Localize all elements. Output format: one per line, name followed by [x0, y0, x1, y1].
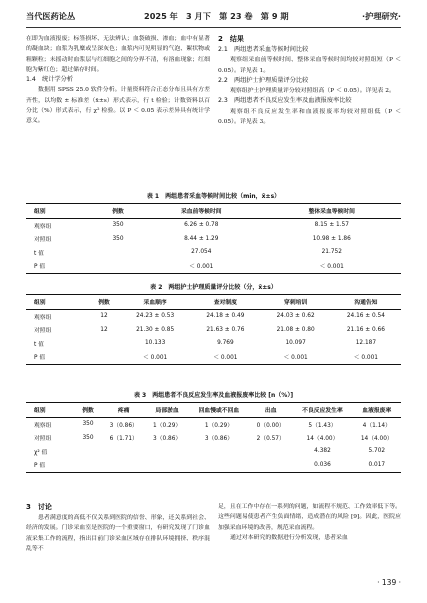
table-3-header-cell: 血液报废率 [353, 403, 401, 418]
table-cell: 5.702 [368, 448, 386, 455]
page-number: · 139 · [377, 578, 401, 587]
table-cell: 27.054 [191, 249, 212, 256]
table-cell: ＜ 0.001 [120, 350, 190, 364]
table-cell: 9.769 [217, 340, 234, 347]
table-cell [88, 350, 120, 364]
right-column-bottom [218, 502, 401, 543]
table-cell: 对照组 [34, 328, 52, 335]
table-row [26, 458, 401, 472]
section-2-3-heading: 2.3 两组患者不良反应发生率及血液报废率比较 [218, 97, 352, 105]
table-row [26, 431, 401, 445]
table-1 [26, 203, 401, 274]
table-cell [249, 458, 292, 472]
table-cell: 4（1.14） [362, 422, 391, 429]
table-row [26, 309, 401, 323]
table-cell [249, 445, 292, 459]
section-2-1-heading: 2.1 两组患者采血等候时间比较 [218, 46, 309, 53]
table-cell: 10.133 [144, 340, 166, 347]
table-cell [102, 458, 145, 472]
table-cell: 观察组 [34, 314, 52, 321]
table-cell [145, 458, 188, 472]
table-row [26, 218, 401, 232]
table-cell: χ² 值 [34, 449, 48, 456]
table-cell [74, 458, 102, 472]
table-cell: ＜ 0.001 [331, 350, 401, 364]
table-cell: 21.08 ± 0.80 [276, 326, 315, 333]
table-2-header-cell: 例数 [88, 295, 120, 310]
table-cell: 1（0.29） [153, 422, 182, 429]
table-row [26, 445, 401, 459]
table-3-header-cell: 疼痛 [102, 403, 145, 418]
section-2-3-text: 观察组不良反应发生率和血液报废率均较对照组低（P ＜ 0.05）。详见表 3。 [218, 108, 401, 126]
blood-discard-criteria: 在即为血液报废；标签损坏、无法辨认；血袋破损、渗血；血中有显著的凝血块；血浆为乳糜或呈深灰色；血浆内可见明显的气泡、絮状物或粗颗粒；未摇动时血浆层与红细胞之间的分界不清，有溶血现象；红细胞为紫红色；超过储存时间。 [26, 36, 210, 73]
table-cell: 对照组 [34, 436, 52, 443]
table-cell: 3（0.86） [153, 436, 182, 443]
table-cell: 0.017 [353, 458, 401, 472]
stats-heading: 1.4 统计学分析 [26, 76, 73, 84]
table-cell: 1（0.29） [204, 422, 234, 429]
table-row [26, 259, 401, 273]
results-heading: 2 结果 [218, 35, 244, 43]
table-1-header-cell: 整体采血等候时间 [263, 204, 401, 219]
table-cell: 350 [82, 421, 94, 428]
right-column-top [218, 34, 401, 127]
table-row [26, 417, 401, 431]
table-cell: 10.097 [285, 340, 306, 347]
table-2-header-cell: 穿刺培训 [261, 295, 331, 310]
table-3-header-cell: 回血慢或不回血 [189, 403, 249, 418]
table-cell [189, 458, 249, 472]
table-cell: 3（0.86） [109, 422, 138, 429]
table-cell [96, 246, 140, 260]
table-row [26, 350, 401, 364]
table-cell: t 值 [34, 341, 44, 348]
table-cell: 12 [100, 326, 108, 333]
table-cell [145, 445, 188, 459]
table-cell: t 值 [34, 250, 44, 257]
table-cell [189, 445, 249, 459]
table-cell: 350 [112, 235, 124, 242]
table-3 [26, 402, 401, 473]
table-cell: 24.18 ± 0.49 [206, 313, 245, 320]
running-header [26, 9, 401, 25]
discussion-paragraph-2: 通过对本研究的数据进行分析发现，患者采血 [230, 534, 348, 541]
table-cell: 0（0.00） [256, 422, 285, 429]
table-3-header-cell: 出血 [249, 403, 292, 418]
table-2 [26, 294, 401, 365]
table-cell: ＜ 0.001 [190, 350, 260, 364]
table-cell: 14（4.00） [306, 436, 339, 443]
table-cell: 350 [112, 222, 124, 229]
table-row [26, 246, 401, 260]
table-cell [102, 445, 145, 459]
table-cell: 21.16 ± 0.66 [346, 326, 385, 333]
table-cell: 12 [100, 313, 108, 320]
table-cell: P 值 [26, 458, 74, 472]
table-3-header-cell: 不良反应发生率 [292, 403, 352, 418]
table-cell: 350 [82, 434, 94, 441]
table-cell: 0.036 [292, 458, 352, 472]
table-cell: 观察组 [34, 223, 52, 230]
table-cell: 4.382 [314, 448, 331, 455]
table-cell: 21.752 [321, 249, 342, 256]
journal-name: 当代医药论丛 [26, 11, 76, 21]
table-cell: ＜ 0.001 [261, 350, 331, 364]
section-2-1-text: 观察组采血前等候时间、整体采血等候时间均较对照组短（P ＜ 0.05）。详见表 1。 [218, 57, 401, 74]
table-2-caption: 表 2 两组护士护理质量评分比较（分，x̄±s） [150, 284, 277, 291]
table-cell: 6.26 ± 0.78 [184, 222, 219, 229]
table-cell: 10.98 ± 1.86 [312, 235, 351, 242]
table-cell: 24.23 ± 0.53 [136, 313, 175, 320]
left-column-bottom [26, 502, 210, 554]
table-cell: 2（0.57） [256, 436, 285, 443]
table-cell: 21.63 ± 0.76 [206, 326, 245, 333]
table-2-header-cell: 采血顺序 [120, 295, 190, 310]
table-3-header-cell: 局部淤血 [145, 403, 188, 418]
table-1-caption: 表 1 两组患者采血等候时间比较（min，x̄±s） [146, 193, 281, 200]
table-3-caption: 表 3 两组患者不良反应发生率及血液报废率比较 [n（%）] [133, 392, 294, 399]
table-cell: 24.16 ± 0.54 [346, 313, 385, 320]
table-cell [74, 445, 102, 459]
section-2-2-text: 观察组护士护理质量评分较对照组高（P ＜ 0.05）。详见表 2。 [230, 88, 395, 95]
table-cell: 对照组 [34, 237, 52, 244]
table-cell: 21.30 ± 0.85 [136, 326, 175, 333]
table-cell [88, 337, 120, 351]
table-cell [96, 259, 140, 273]
table-1-header-cell: 组别 [26, 204, 96, 219]
table-cell: 24.03 ± 0.62 [276, 313, 315, 320]
table-3-header-cell: 组别 [26, 403, 74, 418]
table-cell: ＜ 0.001 [263, 259, 401, 273]
table-1-header-cell: 采血前等候时间 [140, 204, 263, 219]
table-cell: 观察组 [34, 422, 52, 429]
table-cell: 8.15 ± 1.57 [314, 222, 349, 229]
left-column-top [26, 34, 210, 127]
table-cell: 14（4.00） [360, 436, 393, 443]
discussion-continued: 足，且在工作中存在一系列的问题，如流程不规范、工作效率低下等。这些问题易使患者产生负面情绪，造成潜在的风险 [9]。因此，医院应加强采血环境的改善，规范采血流程。 [218, 504, 401, 531]
table-cell: 8.44 ± 1.29 [184, 235, 219, 242]
table-1-header-cell: 例数 [96, 204, 140, 219]
table-2-header-cell: 组别 [26, 295, 88, 310]
discussion-paragraph-1: 患者满意度的高低不仅关系到医院的信誉、形象，还关系到社会、经济的发展。门诊采血室是医院的一个重要窗口，有研究发现了门诊血液采集工作的流程，指出目前门诊采血区域存在排队环境拥挤、秩序混乱等不 [26, 515, 210, 552]
stats-paragraph: 数据用 SPSS 25.0 软件分析。计量资料符合正态分布且具有方差齐性，以均数 ± 标准差（x̄±s）形式表示，行 t 检验；计数资料以百分比（%）形式表示，行 χ² 检验。以 P ＜ 0.05 表示差异具有统计学意义。 [26, 87, 210, 125]
table-row [26, 232, 401, 246]
discussion-heading: 3 讨论 [26, 503, 52, 511]
table-cell: 6（1.71） [109, 436, 138, 443]
table-cell: P 值 [26, 259, 96, 273]
table-2-header-cell: 查对制度 [190, 295, 260, 310]
section-2-2-heading: 2.2 两组护士护理质量评分比较 [218, 76, 309, 84]
table-cell: 3（0.86） [204, 436, 234, 443]
table-cell: P 值 [26, 350, 88, 364]
section-label: ·护理研究· [362, 11, 401, 21]
table-row [26, 323, 401, 337]
table-row [26, 337, 401, 351]
issue-info: 2025 年 3 月下 第 23 卷 第 9 期 [144, 11, 289, 21]
table-2-header-cell: 沟通告知 [331, 295, 401, 310]
table-cell: 5（1.43） [308, 422, 337, 429]
table-cell: 12.187 [355, 340, 377, 347]
header-rule [26, 27, 401, 28]
table-cell: ＜ 0.001 [140, 259, 263, 273]
table-3-header-cell: 例数 [74, 403, 102, 418]
